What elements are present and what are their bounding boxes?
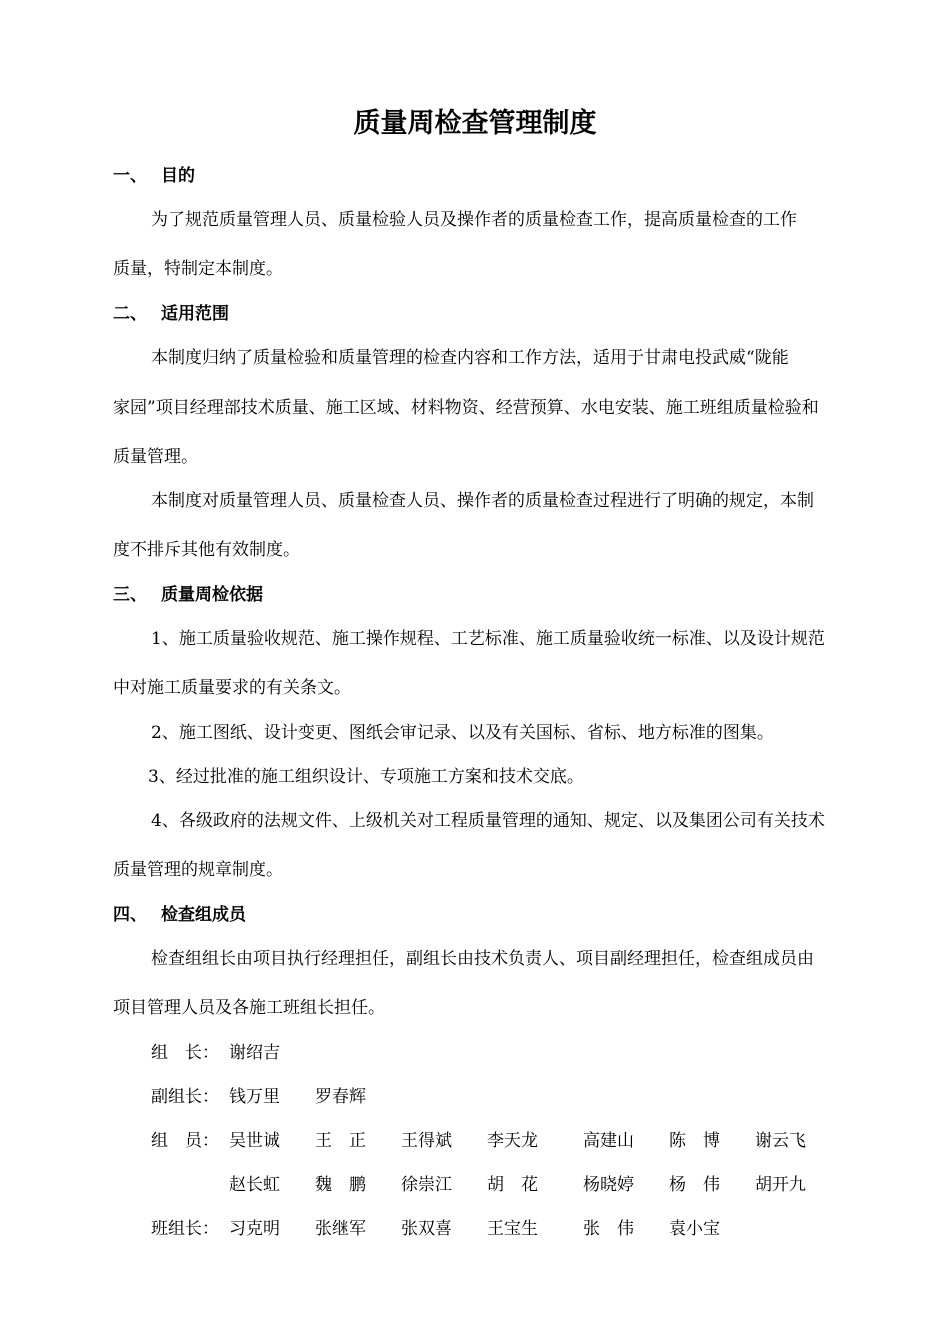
roster-name: 王宝生 bbox=[487, 1219, 538, 1239]
section-number: 四、 bbox=[113, 905, 147, 925]
roster-label: 组 长： bbox=[151, 1043, 219, 1063]
paragraph-line: 质量，特制定本制度。 bbox=[113, 259, 283, 279]
section-heading-scope bbox=[113, 302, 229, 326]
paragraph-line: 1、施工质量验收规范、施工操作规程、工艺标准、施工质量验收统一标准、以及设计规范 bbox=[151, 629, 825, 649]
paragraph-line: 度不排斥其他有效制度。 bbox=[113, 540, 300, 560]
paragraph-line: 本制度归纳了质量检验和质量管理的检查内容和工作方法，适用于甘肃电投武威“陇能 bbox=[151, 348, 789, 368]
section-heading-basis bbox=[113, 583, 263, 607]
paragraph-line: 4、各级政府的法规文件、上级机关对工程质量管理的通知、规定、以及集团公司有关技术 bbox=[151, 811, 825, 831]
roster-name: 王 正 bbox=[315, 1131, 366, 1151]
roster-name: 杨晓婷 bbox=[583, 1175, 634, 1195]
roster-row-leader bbox=[0, 1041, 950, 1065]
roster-name: 胡 花 bbox=[487, 1175, 538, 1195]
roster-name: 罗春辉 bbox=[315, 1087, 366, 1107]
roster-row-team-leaders bbox=[0, 1217, 950, 1241]
roster-name: 张继军 bbox=[315, 1219, 366, 1239]
roster-label: 班组长： bbox=[151, 1219, 219, 1239]
section-number: 三、 bbox=[113, 585, 147, 605]
roster-label: 副组长： bbox=[151, 1087, 219, 1107]
roster-name: 谢云飞 bbox=[755, 1131, 806, 1151]
section-heading-purpose bbox=[113, 164, 195, 188]
roster-name: 徐崇江 bbox=[401, 1175, 452, 1195]
document-title: 质量周检查管理制度 bbox=[353, 108, 597, 139]
roster-name: 王得斌 bbox=[401, 1131, 452, 1151]
paragraph-line: 家园”项目经理部技术质量、施工区域、材料物资、经营预算、水电安装、施工班组质量检验和 bbox=[113, 398, 819, 418]
section-heading-members bbox=[113, 903, 246, 927]
paragraph-line: 为了规范质量管理人员、质量检验人员及操作者的质量检查工作，提高质量检查的工作 bbox=[151, 210, 797, 230]
roster-name: 魏 鹏 bbox=[315, 1175, 366, 1195]
paragraph-line: 检查组组长由项目执行经理担任，副组长由技术负责人、项目副经理担任，检查组成员由 bbox=[151, 949, 814, 969]
roster-name: 钱万里 bbox=[229, 1087, 280, 1107]
paragraph-line: 2、施工图纸、设计变更、图纸会审记录、以及有关国标、省标、地方标准的图集。 bbox=[151, 723, 774, 743]
roster-name: 谢绍吉 bbox=[229, 1043, 280, 1063]
roster-name: 胡开九 bbox=[755, 1175, 806, 1195]
roster-row-deputy bbox=[0, 1085, 950, 1109]
paragraph-line: 3、经过批准的施工组织设计、专项施工方案和技术交底。 bbox=[148, 767, 584, 787]
roster-name: 高建山 bbox=[583, 1131, 634, 1151]
roster-row-members-2 bbox=[0, 1173, 950, 1197]
section-number: 一、 bbox=[113, 166, 147, 186]
section-title: 检查组成员 bbox=[161, 905, 246, 925]
paragraph-line: 本制度对质量管理人员、质量检查人员、操作者的质量检查过程进行了明确的规定，本制 bbox=[151, 491, 814, 511]
section-title: 适用范围 bbox=[161, 304, 229, 324]
roster-name: 赵长虹 bbox=[229, 1175, 280, 1195]
roster-name: 陈 博 bbox=[669, 1131, 720, 1151]
roster-name: 杨 伟 bbox=[669, 1175, 720, 1195]
paragraph-line: 质量管理。 bbox=[113, 447, 198, 467]
roster-name: 习克明 bbox=[229, 1219, 280, 1239]
roster-name: 李天龙 bbox=[487, 1131, 538, 1151]
roster-name: 袁小宝 bbox=[669, 1219, 720, 1239]
section-title: 目的 bbox=[161, 166, 195, 186]
roster-row-members-1 bbox=[0, 1129, 950, 1153]
paragraph-line: 中对施工质量要求的有关条文。 bbox=[113, 678, 351, 698]
roster-name: 张 伟 bbox=[583, 1219, 634, 1239]
section-number: 二、 bbox=[113, 304, 147, 324]
paragraph-line: 项目管理人员及各施工班组长担任。 bbox=[113, 998, 385, 1018]
roster-label: 组 员： bbox=[151, 1131, 219, 1151]
paragraph-line: 质量管理的规章制度。 bbox=[113, 860, 283, 880]
roster-name: 张双喜 bbox=[401, 1219, 452, 1239]
roster-name: 吴世诚 bbox=[229, 1131, 280, 1151]
section-title: 质量周检依据 bbox=[161, 585, 263, 605]
